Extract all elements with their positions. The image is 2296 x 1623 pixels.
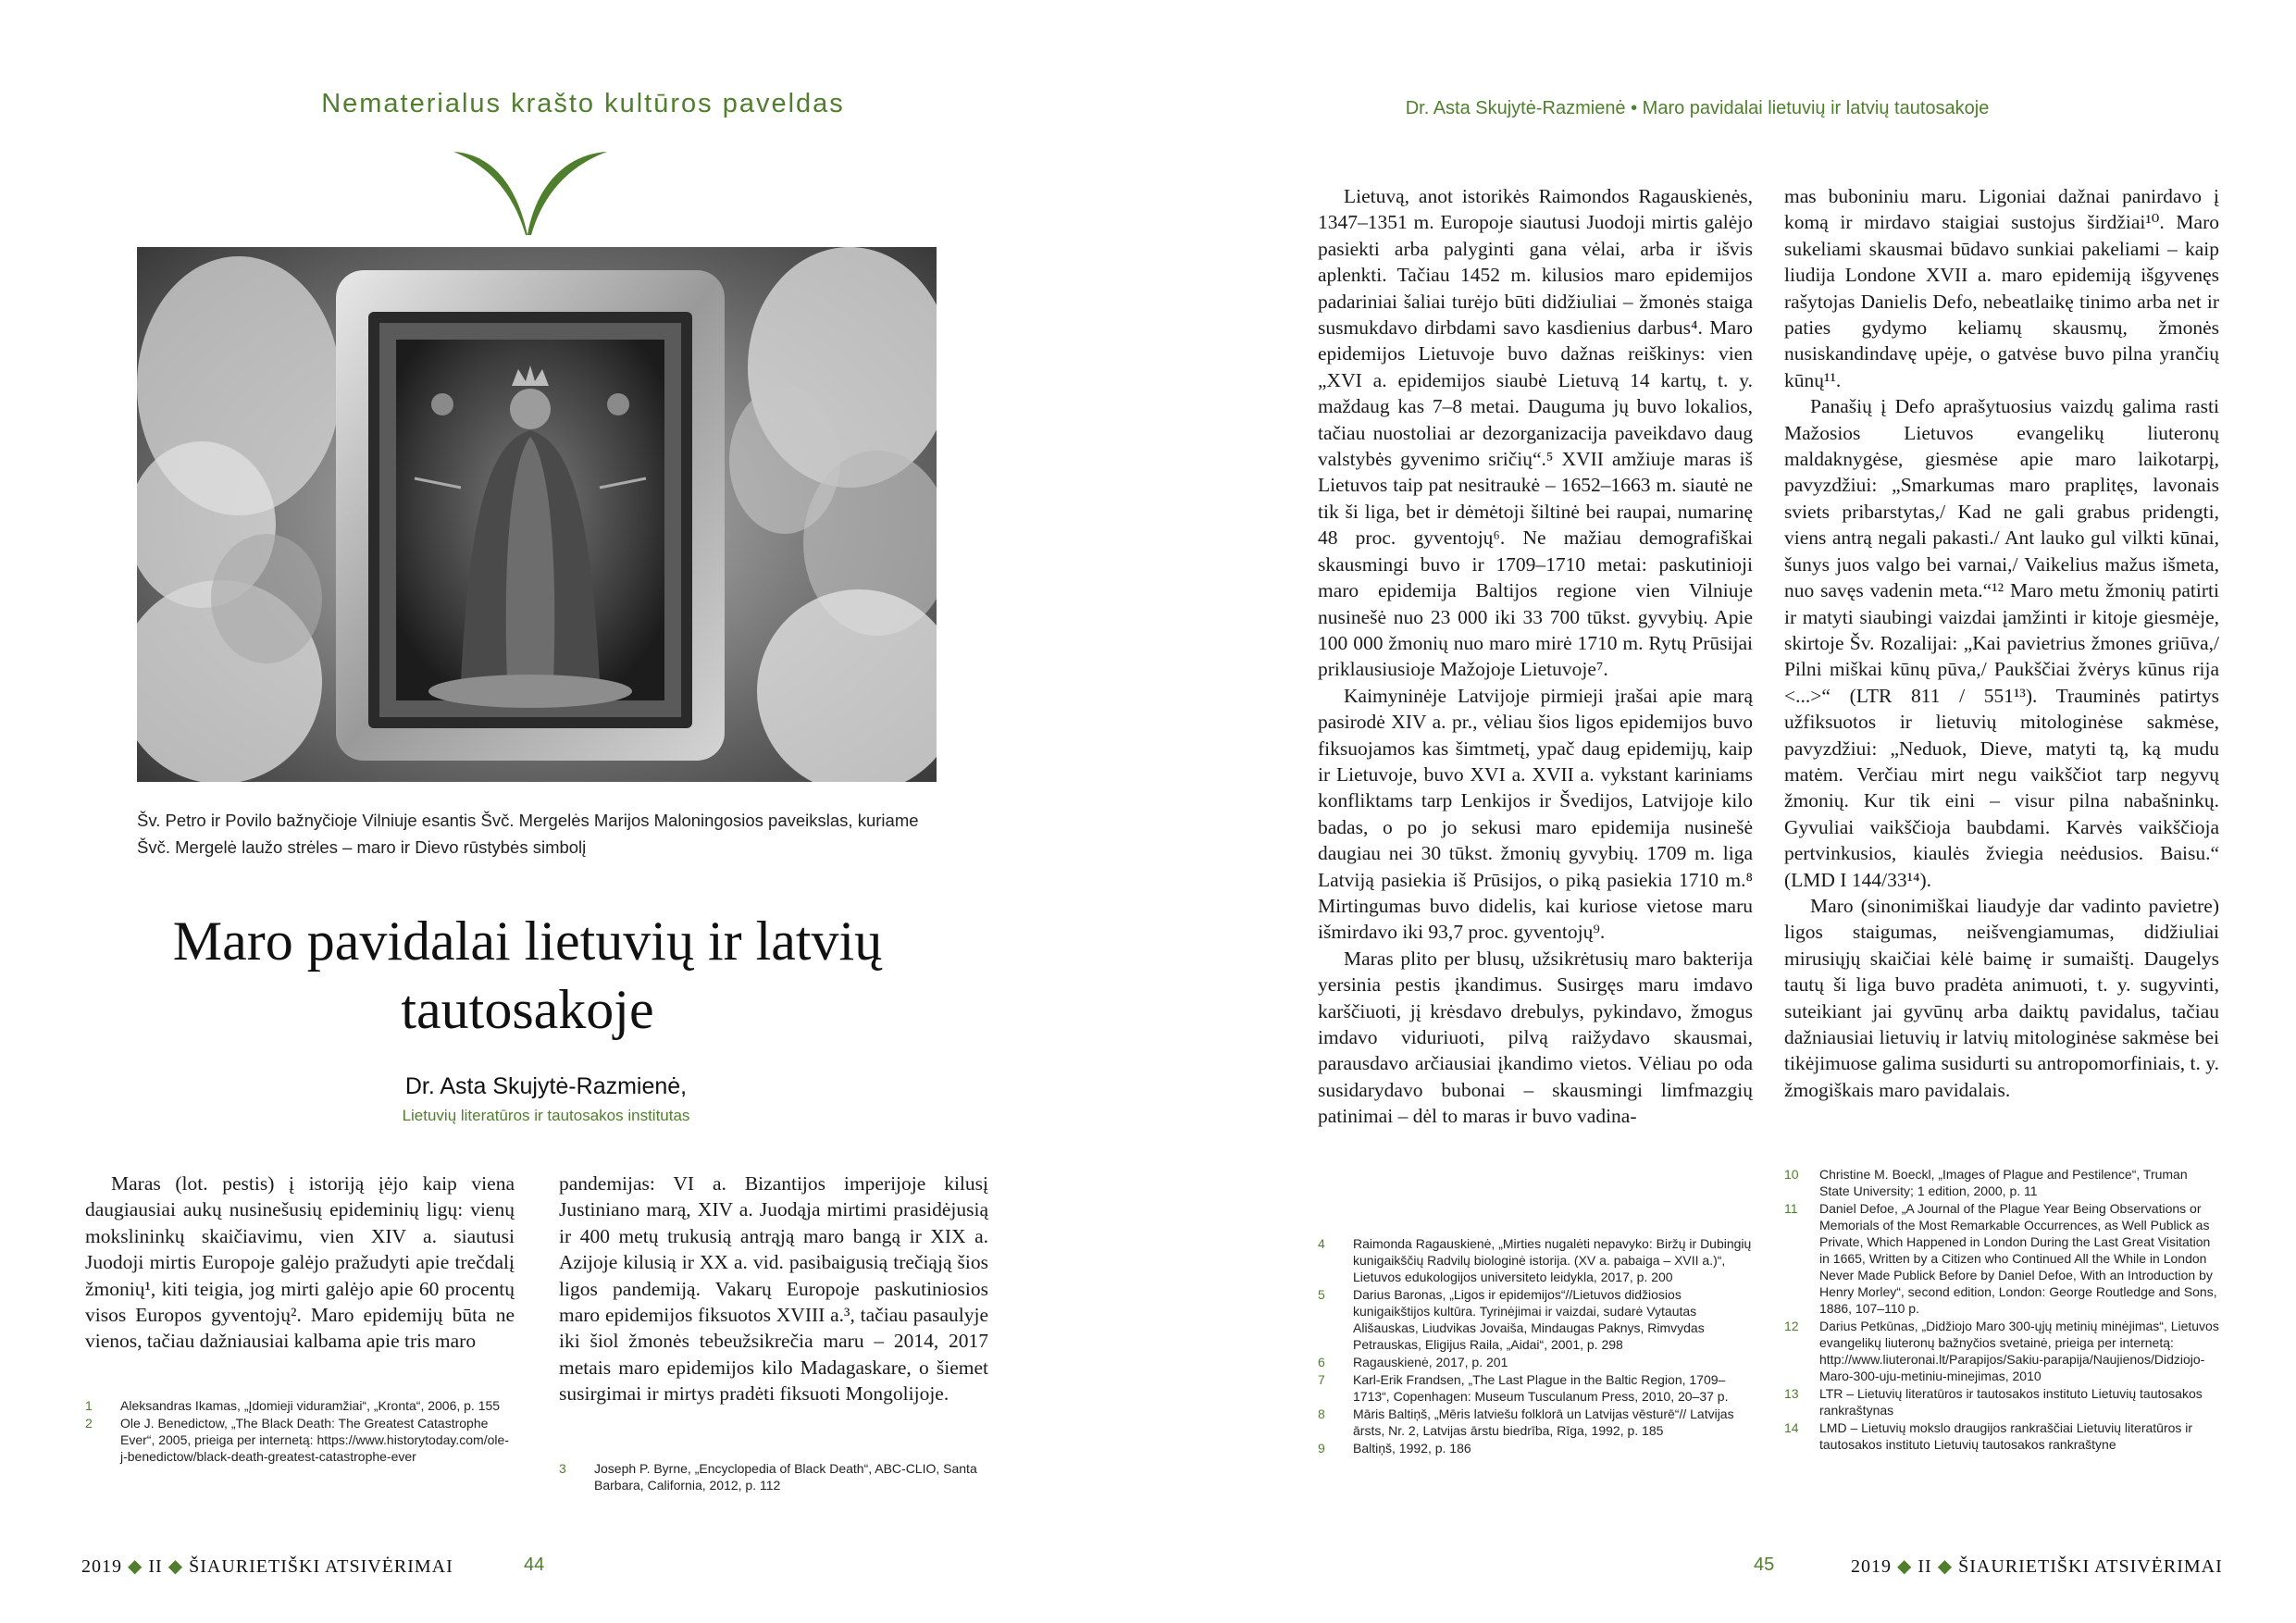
- paragraph: mas buboniniu maru. Ligoniai dažnai panirdavo į komą ir mirdavo staigiai sustojus širdžiai¹⁰. Maro sukeliami skausmai būdavo sunkiai pakeliami – kaip liudija Londone XVII a. maro epidemiją išgyvenęs rašytojas Danielis Defo, nebeatlaikę tinimo arba net ir paties gydymo keliamų skausmų, žmonės nusiskandindavę upėje, o gatvėse buvo pilna yrančių kūnų¹¹.: [1784, 185, 2219, 391]
- paragraph: Panašių į Defo aprašytuosius vaizdų galima rasti Mažosios Lietuvos evangelikų liuteronų maldaknygėse, giesmėse apie maro laikotarpį, pavyzdžiui: „Smarkumas maro praplitęs, lavonais sviets pribarstytas,/ Kad ne gali grabus pridengti, viens antrą negali pakasti./ Ant lauko gul vilkti kūnai, šunys juos valgo bei varnai,/ Vaikelius mažus išmeta, nuo savęs vadenin meta.“¹² Maro metu žmonių patirti ir matyti siaubingi vaizdai įamžinti ir kitoje giesmėje, skirtoje Šv. Rozalijai: „Kai pavietrius žmones griūva,/ Pilni miškai kūnų pūva,/ Paukščiai žvėrys kūnus rija <...>“ (LTR 811 / 551¹³). Trauminės patirtys užfiksuotos ir lietuvių mitologinėse sakmėse, pavyzdžiui: „Neduok, Dieve, matyti tą, ką mudu matėm. Verčiau mirt negu vaikščiot tarp negyvų žmonių. Kur tik eini – visur pilna nabašninkų. Gyvuliai vaikščioja baubdami. Karvės vaikščioja pertvinkusios, kiaulės žviegia neėdusios. Baisu.“ (LMD I 144/33¹⁴).: [1784, 395, 2219, 891]
- body-column-1: [85, 1171, 515, 1355]
- article-title-line-2: tautosakoje: [401, 979, 654, 1040]
- footnote: 6 Ragauskienė, 2017, p. 201: [1318, 1355, 1508, 1369]
- footer-issue: II: [1917, 1556, 1932, 1577]
- footer-journal: ŠIAURIETIŠKI ATSIVĖRIMAI: [1958, 1556, 2223, 1577]
- diamond-icon: ◆: [128, 1556, 143, 1577]
- footnote: 14 LMD – Lietuvių mokslo draugijos rankraščiai Lietuvių literatūros ir tautosakos instituto Lietuvių tautosakos rankraštyne: [1784, 1420, 2193, 1452]
- body-column-3: [1318, 183, 1753, 1130]
- diamond-icon: ◆: [1897, 1556, 1913, 1577]
- diamond-icon: ◆: [168, 1556, 184, 1577]
- paragraph: Maras (lot. pestis) į istoriją įėjo kaip viena daugiausiai aukų nusinešusių epideminių ligų: vienų mokslininkų skaičiavimu, vien XIV a. siautusi Juodoji mirtis Europoje galėjo pražudyti apie trečdalį žmonių¹, kiti teigia, jog mirti galėjo apie 60 procentų visos Europos gyventojų². Maro epidemijų būta ne vienos, tačiau dažniausiai kalbama apie tris maro: [85, 1172, 515, 1353]
- photo-caption: Šv. Petro ir Povilo bažnyčioje Vilniuje esantis Švč. Mergelės Marijos Maloningosios paveikslas, kuriame Švč. Mergelė laužo strėles – maro ir Dievo rūstybės simbolį: [137, 811, 919, 857]
- author-name: Dr. Asta Skujytė-Razmienė,: [404, 1073, 688, 1099]
- paragraph: Maro (sinonimiškai liaudyje dar vadinto pavietre) ligos staigumas, neišvengiamumas, didžiuliai mirusiųjų skaičiai kėlė baimę ir sumaištį. Daugelys tautų ši liga buvo pradėta animuoti, t. y. sugyvinti, suteikiant jai gyvūnų arba daiktų pavidalus, tačiau dažniausiai lietuvių ir latvių mitologinėse sakmėse bei tikėjimuose galima susidurti su antropomorfiniais, t. y. žmogiškais maro pavidalais.: [1784, 894, 2219, 1101]
- paragraph: Lietuvą, anot istorikės Raimondos Ragauskienės, 1347–1351 m. Europoje siautusi Juodoji mirtis galėjo pasiekti arba palyginti gana vėlai, arba ir išvis aplenkti. Tačiau 1452 m. kilusios maro epidemijos padariniai šaliai turėjo būti didžiuliai – žmonės staiga susmukdavo dirbdami savo kasdienius darbus⁴. Maro epidemijos Lietuvoje buvo dažnas reiškinys: vien „XVI a. epidemijos siaubė Lietuvą 14 kartų, t. y. maždaug kas 7–8 metai. Dauguma jų buvo lokalios, tačiau nuostoliai ar dezorganizacija paveikdavo daug valstybės gyvenimo sričių“.⁵ XVII amžiuje maras iš Lietuvos taip pat nesitraukė – 1652–1663 m. siautė ne tik ši liga, bet ir dėmėtoji šiltinė bei raupai, numarinę 48 proc. gyventojų⁶. Ne mažiau demografiškai skausmingi buvo ir 1709–1710 metai: paskutinioji maro epidemija Baltijos regione vien Vilniuje nusinešė nuo 23 000 iki 33 700 tūkst. gyvybių. Apie 100 000 žmonių nuo maro mirė 1710 m. Rytų Prūsijai priklausiusioje Mažojoje Lietuvoje⁷.: [1318, 185, 1753, 681]
- footnote: 9 Baltiņš, 1992, p. 186: [1318, 1441, 1471, 1456]
- footer-right: [1851, 1555, 2223, 1578]
- footer-year: 2019: [81, 1556, 122, 1577]
- footnote: 10 Christine M. Boeckl, „Images of Plague and Pestilence“, Truman State University; 1 edition, 2000, p. 11: [1784, 1167, 2188, 1198]
- footnotes-column-3: [1318, 1235, 1753, 1457]
- footnote: 7 Karl-Erik Frandsen, „The Last Plague in the Baltic Region, 1709–1713“, Copenhagen: Museum Tusculanum Press, 2010, 20–37 p.: [1318, 1372, 1729, 1404]
- footnotes-column-4: [1784, 1166, 2219, 1454]
- footnote: 5 Darius Baronas, „Ligos ir epidemijos“//Lietuvos didžiosios kunigaikštijos kultūra. Tyrinėjimai ir vaizdai, sudarė Vytautas Ališauskas, Liudvikas Jovaiša, Mindaugas Paknys, Rimvydas Petrauskas, Eligijus Raila, „Aidai“, 2001, p. 298: [1318, 1287, 1705, 1352]
- paragraph: Maras plito per blusų, užsikrėtusių maro bakterija yersinia pestis įkandimus. Susirgęs maru imdavo karščiuoti, jį krėsdavo drebulys, pykindavo, žmogus imdavo viduriuoti, pilvą raižydavo skausmai, parausdavo arčiausiai įkandimo vietos. Vėliau po oda susidarydavo bubonai – skausmingi limfmazgių patinimai – dėl to maras ir buvo vadina-: [1318, 947, 1753, 1128]
- footer-issue: II: [148, 1556, 163, 1577]
- running-header-right: Dr. Asta Skujytė-Razmienė • Maro pavidalai lietuvių ir latvių tautosakoje: [1405, 98, 1990, 118]
- paragraph: pandemijas: VI a. Bizantijos imperijoje kilusį Justiniano marą, XIV a. Juodąja mirtimi prasidėjusią ir 400 metų trukusią antrąją maro bangą ir XIX a. Azijoje kilusią ir XX a. vid. pasibaigusią trečiąją šios ligos pandemiją. Vakarų Europoje paskutiniosios maro epidemijos fiksuotos XVIII a.³, tačiau pasaulyje iki šiol žmonės tebeužsikrečia maru – 2014, 2017 metais maro epidemijos kilo Madagaskare, o šiemet susirgimai ir mirtys pradėti fiksuoti Mongolijoje.: [559, 1172, 988, 1406]
- footnote: 8 Māris Baltiņš, „Mēris latviešu folklorā un Latvijas vēsturē“// Latvijas ārsts, Nr. 2, Latvijas ārstu biedrība, Rīga, 1992, p. 185: [1318, 1406, 1734, 1438]
- church-painting-image: [137, 247, 937, 782]
- footnote: 1 Aleksandras Ikamas, „Įdomieji viduramžiai“, „Kronta“, 2006, p. 155: [85, 1398, 501, 1413]
- author-affiliation: Lietuvių literatūros ir tautosakos institutas: [402, 1107, 690, 1124]
- footnote: 12 Darius Petkūnas, „Didžiojo Maro 300-ųjų metinių minėjimas“, Lietuvos evangelikų liuteronų bažnyčios svetainė, prieiga per internetą: http://www.liuteronai.lt/Parapijos/Sakiu-parapija/Naujienos/Didziojo-Maro-300-uju-metiniu-minejimas, 2010: [1784, 1319, 2219, 1383]
- page-number-right: 45: [1754, 1555, 1775, 1575]
- body-column-4: [1784, 183, 2219, 1103]
- footnote: 11 Daniel Defoe, „A Journal of the Plague Year Being Observations or Memorials of the Most Remarkable Occurrences, as Well Publick as Private, Which Happened in London During the Last Great Visitation in 1665, Written by a Citizen who Continued All the While in London Never Made Publick Before by Daniel Defoe, With an Introduction by Henry Morley“, second edition, London: George Routledge and Sons, 1886, 107–110 p.: [1784, 1201, 2217, 1316]
- footnote: 2 Ole J. Benedictow, „The Black Death: The Greatest Catastrophe Ever“, 2005, prieiga per internetą: https://www.historytoday.com/ole-j-benedictow/black-death-greatest-catastrophe-ever: [85, 1416, 509, 1464]
- running-header-left: Nematerialus krašto kultūros paveldas: [321, 89, 845, 118]
- footnote: 4 Raimonda Ragauskienė, „Mirties nugalėti nepavyko: Biržų ir Dubingių kunigaikščių Radvilų biologinė istorija. (XV a. pabaiga – XVII a.)“, Lietuvos edukologijos universiteto leidykla, 2017, p. 200: [1318, 1236, 1752, 1284]
- footnotes-column-1: [85, 1397, 515, 1466]
- article-title-line-1: Maro pavidalai lietuvių ir latvių: [172, 911, 883, 972]
- body-column-2: [559, 1171, 988, 1407]
- footnote: 13 LTR – Lietuvių literatūros ir tautosakos instituto Lietuvių tautosakos rankraštynas: [1784, 1386, 2203, 1418]
- footnote: 3 Joseph P. Byrne, „Encyclopedia of Black Death“, ABC-CLIO, Santa Barbara, California, 2012, p. 112: [559, 1461, 977, 1493]
- paragraph: Kaimyninėje Latvijoje pirmieji įrašai apie marą pasirodė XIV a. pr., vėliau šios ligos epidemijos buvo fiksuojamos kas šimtmetį, ypač daug epidemijų, kaip ir Lietuvoje, buvo XVI a. XVII a. vykstant kariniams konfliktams tarp Lenkijos ir Švedijos, Latvijoje kilo badas, o po jo sekusi maro epidemija nusinešė daugiau nei 30 tūkst. žmonių gyvybių. 1709 m. liga Latviją pasiekia iš Prūsijos, o piką pasiekia 1710 m.⁸ Mirtingumas buvo didelis, kai kuriose vietose maru išmirdavo iki 93,7 proc. gyventojų⁹.: [1318, 684, 1753, 944]
- page-number-left: 44: [524, 1555, 545, 1575]
- footer-journal: ŠIAURIETIŠKI ATSIVĖRIMAI: [189, 1556, 453, 1577]
- footer-left: [81, 1555, 453, 1578]
- footnotes-column-2: [559, 1460, 988, 1494]
- diamond-icon: ◆: [1937, 1556, 1954, 1577]
- article-title: [111, 907, 944, 1044]
- church-painting-photo: [137, 247, 937, 782]
- footer-year: 2019: [1851, 1556, 1892, 1577]
- chevron-ornament-icon: [452, 144, 609, 237]
